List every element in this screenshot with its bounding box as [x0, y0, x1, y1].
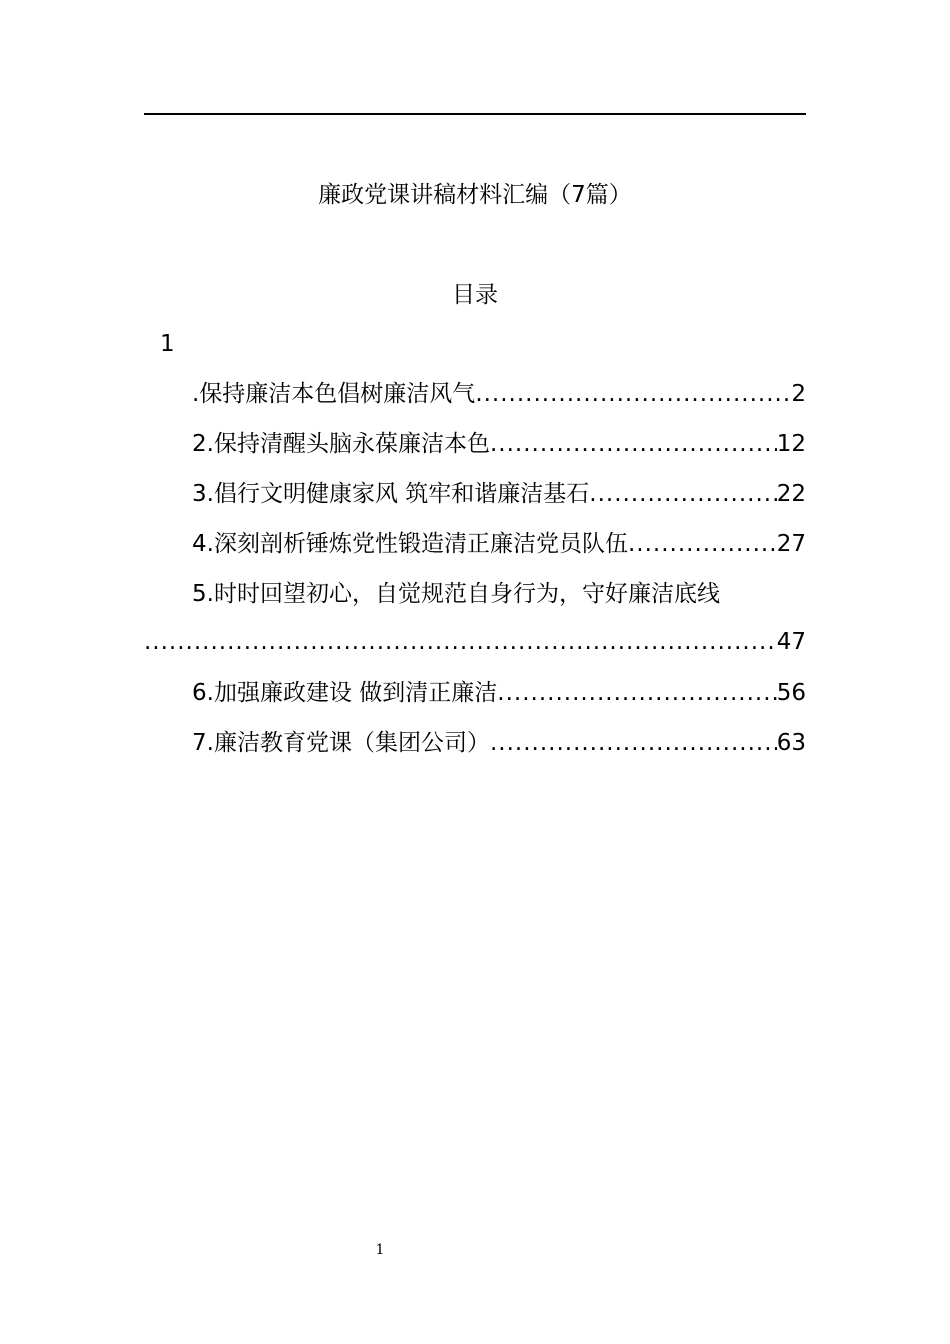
toc-dot-leader — [490, 427, 777, 461]
toc-entry-title: 2.保持清醒头脑永葆廉洁本色 — [192, 431, 490, 457]
toc-entry[interactable] — [192, 477, 806, 511]
toc-entry[interactable] — [192, 726, 806, 760]
toc-entry-page: 63 — [776, 730, 806, 756]
toc-entry[interactable] — [192, 527, 806, 561]
toc-entry-continuation[interactable] — [144, 625, 806, 659]
toc-dot-leader — [475, 377, 791, 411]
toc-entry-page: 12 — [776, 431, 806, 457]
toc-entry[interactable] — [192, 676, 806, 710]
toc-dot-leader — [490, 726, 777, 760]
toc-entry-page: 56 — [776, 680, 806, 706]
toc-entry-page: 47 — [776, 629, 806, 655]
toc-entry-title: 6.加强廉政建设 做到清正廉洁 — [192, 680, 498, 706]
toc-entry-title: 3.倡行文明健康家风 筑牢和谐廉洁基石 — [192, 481, 590, 507]
toc-dot-leader — [589, 477, 776, 511]
toc-heading: 目录 — [452, 282, 498, 308]
toc-entry-title-wrapped[interactable]: 5.时时回望初心，自觉规范自身行为，守好廉洁底线 — [192, 581, 720, 607]
toc-dot-leader — [144, 625, 777, 659]
toc-stray-number: 1 — [160, 331, 175, 357]
toc-dot-leader — [497, 676, 776, 710]
toc-entry-page: 27 — [776, 531, 806, 557]
toc-entry[interactable] — [192, 377, 806, 411]
document-title: 廉政党课讲稿材料汇编（7篇） — [318, 182, 632, 208]
toc-entry-page: 2 — [791, 381, 806, 407]
footer-page-number: 1 — [375, 1242, 385, 1258]
toc-entry[interactable] — [192, 427, 806, 461]
toc-entry-title: .保持廉洁本色倡树廉洁风气 — [192, 381, 476, 407]
toc-dot-leader — [628, 527, 777, 561]
toc-entry-title: 4.深刻剖析锤炼党性锻造清正廉洁党员队伍 — [192, 531, 628, 557]
toc-entry-page: 22 — [776, 481, 806, 507]
header-rule — [144, 113, 806, 115]
toc-entry-title: 7.廉洁教育党课（集团公司） — [192, 730, 490, 756]
